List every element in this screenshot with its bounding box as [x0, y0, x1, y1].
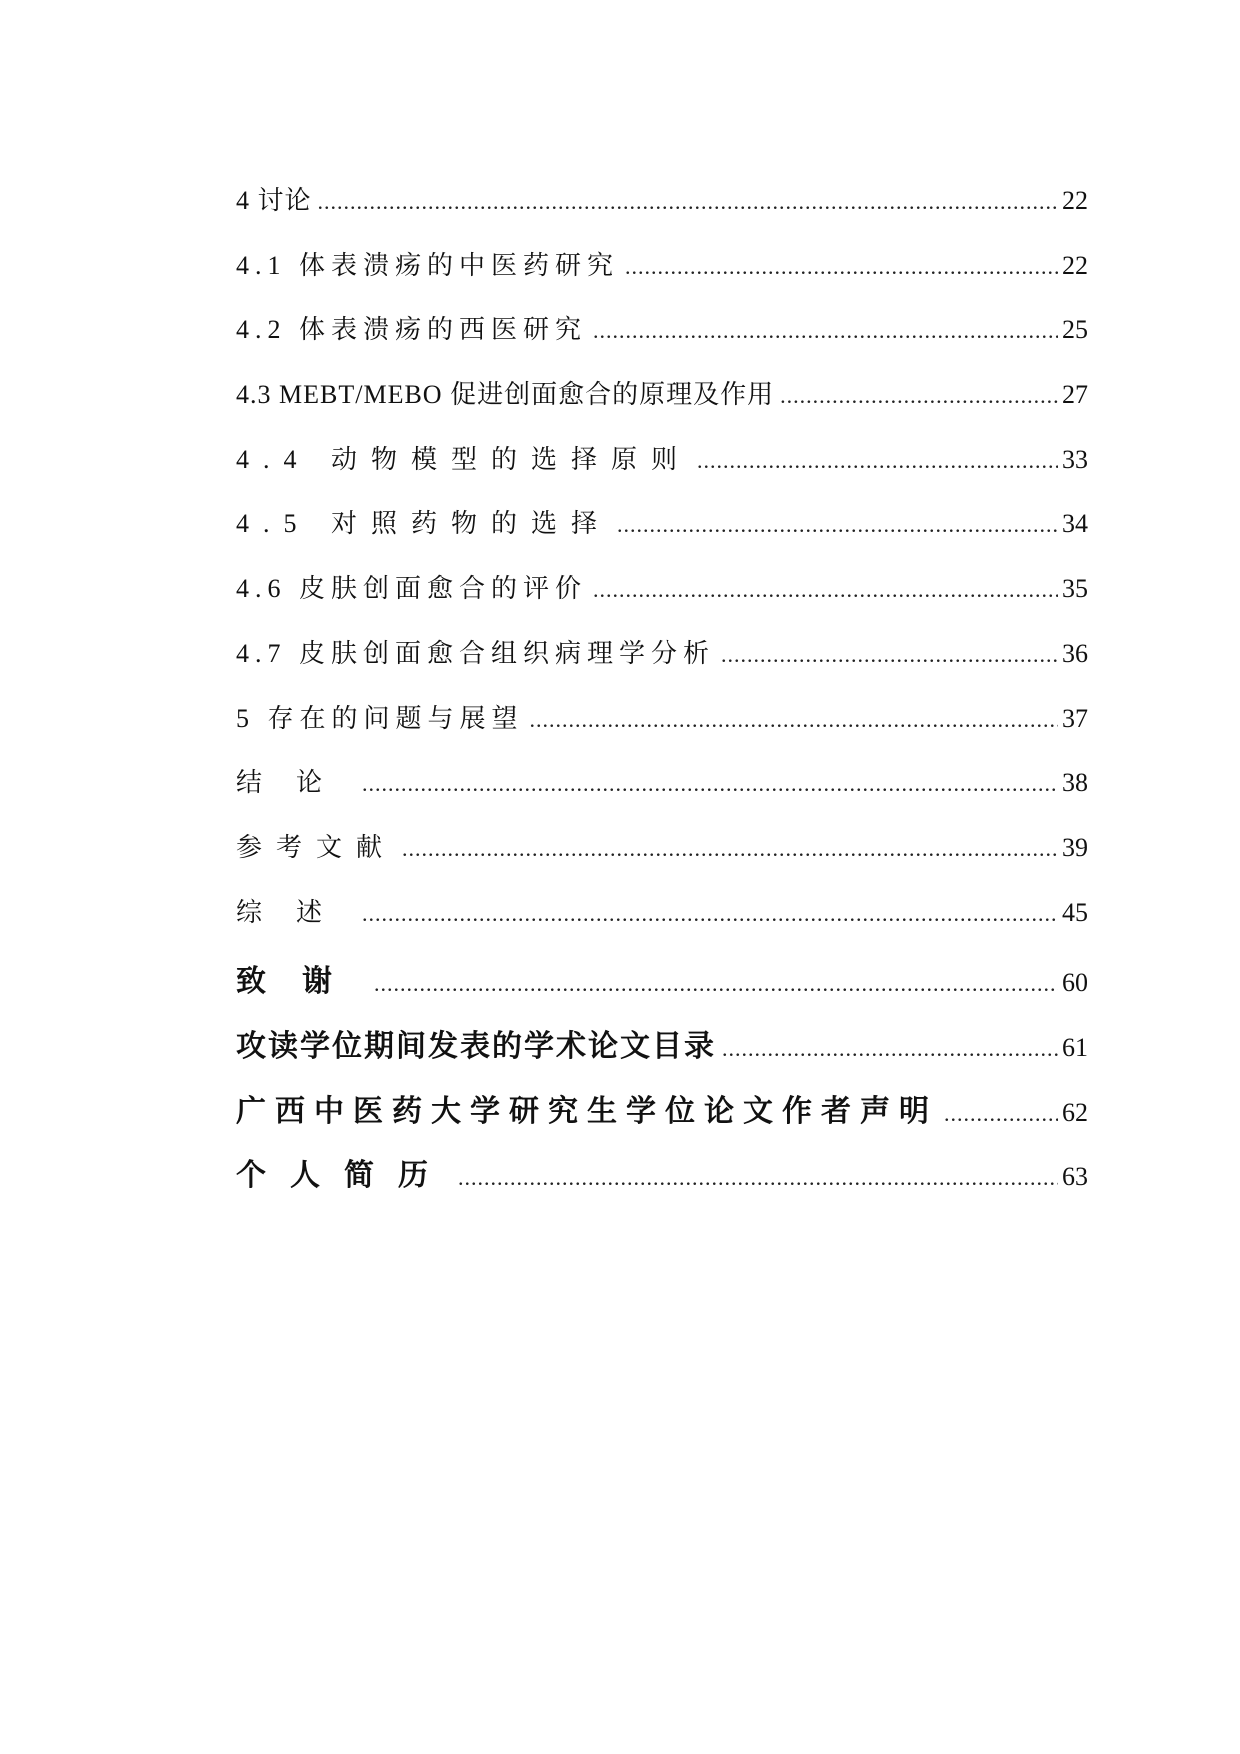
toc-entry-review[interactable]	[236, 892, 1088, 957]
dot-leader	[617, 512, 1058, 538]
toc-entry-page: 22	[1062, 250, 1088, 280]
toc-entry-4-1[interactable]	[236, 245, 1088, 310]
dot-leader	[721, 642, 1058, 668]
toc-entry-4-5[interactable]	[236, 503, 1088, 568]
toc-entry-title: 4 讨论	[236, 186, 312, 215]
toc-entry-outlook[interactable]	[236, 698, 1088, 763]
toc-entry-4-7[interactable]	[236, 633, 1088, 698]
dot-leader	[780, 383, 1058, 409]
toc-entry-title: 4.6 皮肤创面愈合的评价	[236, 574, 588, 604]
toc-entry-page: 36	[1062, 638, 1088, 668]
toc-entry-4-3[interactable]	[236, 374, 1088, 439]
dot-leader	[697, 448, 1058, 474]
toc-entry-title: 综述	[236, 897, 357, 927]
dot-leader	[593, 577, 1058, 603]
toc-entry-title: 个人简历	[236, 1158, 452, 1194]
toc-entry-title: 4.4 动物模型的选择原则	[236, 444, 692, 474]
dot-leader	[530, 707, 1058, 733]
table-of-contents	[236, 180, 1088, 1215]
toc-entry-title: 5 存在的问题与展望	[236, 703, 524, 733]
toc-entry-title: 广西中医药大学研究生学位论文作者声明	[236, 1093, 938, 1129]
toc-entry-page: 60	[1062, 968, 1088, 998]
toc-entry-title: 攻读学位期间发表的学术论文目录	[236, 1028, 716, 1064]
dot-leader	[458, 1165, 1058, 1191]
dot-leader	[944, 1101, 1058, 1127]
dot-leader	[625, 254, 1058, 280]
toc-entry-publications[interactable]	[236, 1021, 1088, 1086]
toc-entry-4-6[interactable]	[236, 568, 1088, 633]
toc-entry-page: 63	[1062, 1162, 1088, 1192]
toc-entry-title: 4.2 体表溃疡的西医研究	[236, 315, 588, 345]
toc-entry-page: 33	[1062, 444, 1088, 474]
toc-entry-acknowledgements[interactable]	[236, 956, 1088, 1021]
toc-entry-title: 参考文献	[236, 832, 397, 862]
toc-entry-page: 62	[1062, 1097, 1088, 1127]
toc-entry-page: 61	[1062, 1032, 1088, 1062]
toc-entry-title: 结论	[236, 768, 357, 798]
dot-leader	[402, 836, 1058, 862]
toc-entry-conclusion[interactable]	[236, 762, 1088, 827]
dot-leader	[374, 971, 1058, 997]
toc-entry-resume[interactable]	[236, 1150, 1088, 1215]
dot-leader	[318, 189, 1058, 215]
toc-entry-discussion[interactable]	[236, 180, 1088, 245]
toc-entry-page: 27	[1062, 380, 1088, 410]
toc-entry-page: 39	[1062, 832, 1088, 862]
toc-entry-4-2[interactable]	[236, 309, 1088, 374]
toc-entry-page: 34	[1062, 509, 1088, 539]
toc-entry-title: 4.1 体表溃疡的中医药研究	[236, 250, 620, 280]
toc-entry-page: 38	[1062, 768, 1088, 798]
toc-entry-title: 4.5 对照药物的选择	[236, 509, 612, 539]
toc-entry-4-4[interactable]	[236, 439, 1088, 504]
toc-entry-page: 25	[1062, 315, 1088, 345]
dot-leader	[722, 1036, 1058, 1062]
toc-entry-title: 4.7 皮肤创面愈合组织病理学分析	[236, 638, 716, 668]
dot-leader	[593, 318, 1058, 344]
dot-leader	[362, 901, 1058, 927]
toc-entry-author-statement[interactable]	[236, 1086, 1088, 1151]
toc-entry-page: 37	[1062, 703, 1088, 733]
toc-entry-title: 4.3 MEBT/MEBO 促进创面愈合的原理及作用	[236, 380, 775, 410]
dot-leader	[362, 771, 1058, 797]
toc-entry-references[interactable]	[236, 827, 1088, 892]
toc-entry-title: 致谢	[236, 964, 368, 1000]
toc-entry-page: 35	[1062, 574, 1088, 604]
toc-entry-page: 22	[1062, 186, 1088, 215]
toc-entry-page: 45	[1062, 897, 1088, 927]
